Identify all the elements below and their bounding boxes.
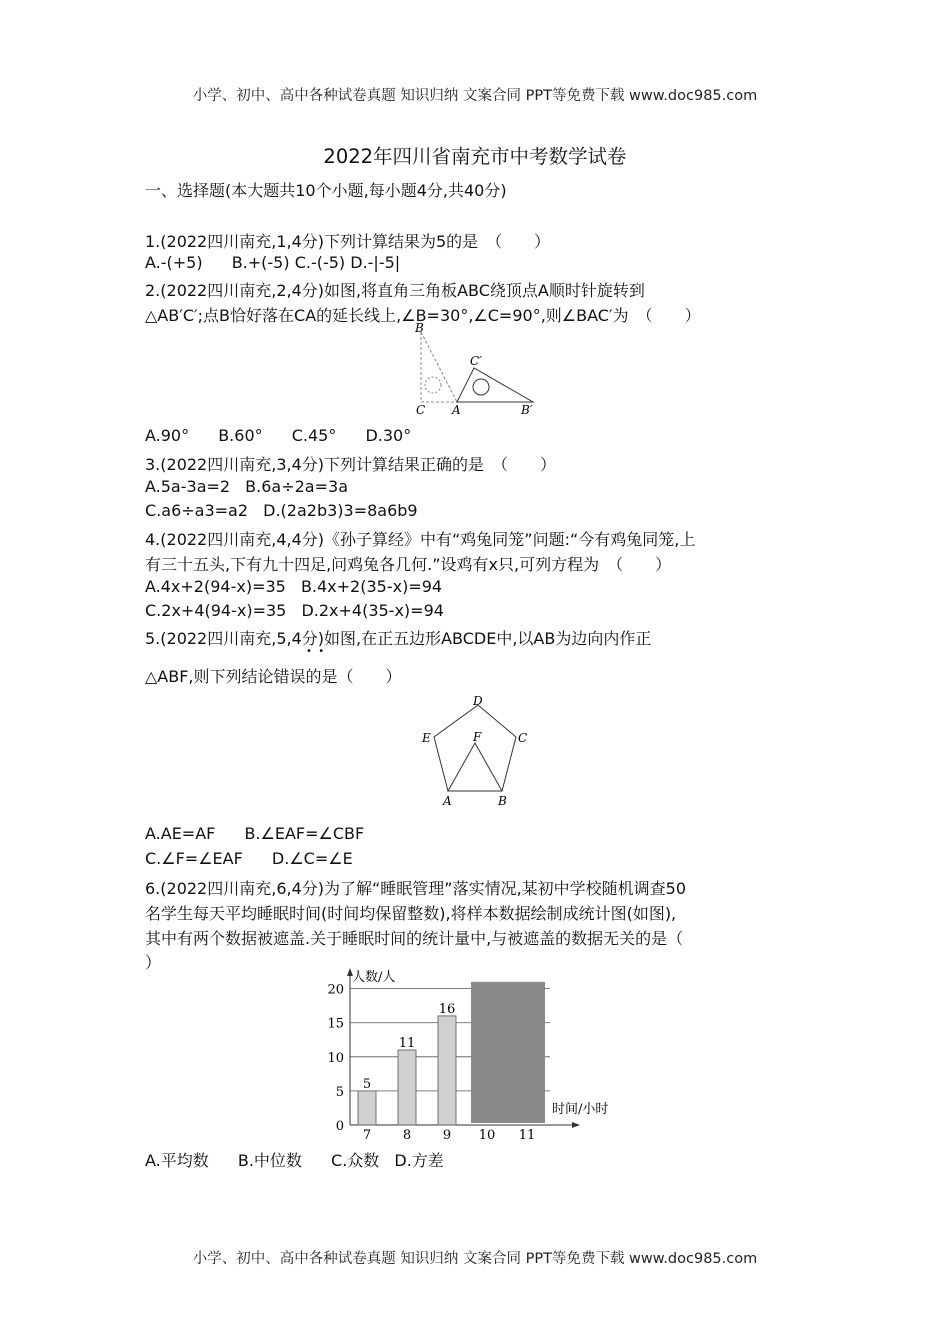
q5-pentagon-figure: [418, 693, 533, 810]
q6-options: [145, 1148, 444, 1171]
q3-options-line2: [145, 501, 418, 520]
q3-stem: 3.(2022四川南充,3,4分)下列计算结果正确的是 （ ）: [145, 455, 557, 474]
q2-label-c: C: [416, 403, 426, 417]
chart-bar: [438, 1016, 456, 1125]
q3-option-a: A.5a-3a=2: [145, 477, 231, 496]
section-heading: 一、选择题(本大题共10个小题,每小题4分,共40分): [145, 181, 507, 200]
chart-bar: [398, 1050, 416, 1125]
page-footer: 小学、初中、高中各种试卷真题 知识归纳 文案合同 PPT等免费下载 www.doc985.com: [192, 1251, 758, 1267]
q6-stem-line4: ）: [145, 953, 162, 972]
q3-option-b: B.6a÷2a=3a: [245, 477, 348, 496]
q2-label-b: B: [415, 322, 424, 335]
q6-option-a: A.平均数: [145, 1151, 209, 1170]
q5-option-d: D.∠C=∠E: [271, 849, 353, 868]
chart-x-tick-label: 10: [478, 1128, 496, 1143]
q2-stem-line1: 2.(2022四川南充,2,4分)如图,将直角三角板ABC绕顶点A顺时针旋转到: [145, 281, 645, 300]
q2-options: [145, 426, 411, 445]
q6-stem-line3: 其中有两个数据被遮盖.关于睡眠时间的统计量中,与被遮盖的数据无关的是（: [145, 929, 684, 948]
chart-y-tick-label: 10: [327, 1050, 344, 1066]
q4-option-a: A.4x+2(94-x)=35: [145, 577, 286, 596]
q5-options-line2: [145, 849, 353, 868]
q2-option-c: C.45°: [291, 426, 337, 445]
q2-option-a: A.90°: [145, 426, 190, 445]
q5-option-a: A.AE=AF: [145, 824, 216, 843]
q5-option-b: B.∠EAF=∠CBF: [244, 824, 365, 843]
q3-options-line1: [145, 477, 348, 496]
covered-data-block: [471, 982, 545, 1123]
chart-x-tick-label: 7: [362, 1128, 372, 1143]
q2-label-b-prime: B′: [521, 403, 533, 417]
q2-option-d: D.30°: [365, 426, 412, 445]
chart-x-axis-label: 时间/小时: [552, 1102, 609, 1117]
page-header: 小学、初中、高中各种试卷真题 知识归纳 文案合同 PPT等免费下载 www.doc985.com: [192, 88, 758, 104]
q5-label-d: D: [473, 694, 483, 708]
chart-y-tick-label: 5: [335, 1084, 344, 1100]
q4-option-b: B.4x+2(35-x)=94: [300, 577, 443, 596]
q4-option-d: D.2x+4(35-x)=94: [301, 601, 444, 620]
q6-option-c: C.众数: [331, 1151, 380, 1170]
q4-options-line2: [145, 601, 444, 620]
q4-options-line1: [145, 577, 442, 596]
chart-bar: [358, 1091, 376, 1125]
chart-y-tick-label: 20: [327, 982, 344, 998]
q6-stem-line1: 6.(2022四川南充,6,4分)为了解“睡眠管理”落实情况,某初中学校随机调查50: [145, 879, 687, 898]
emphasis-dots: • •: [306, 646, 325, 657]
chart-y-axis-label: 人数/人: [352, 970, 396, 985]
q2-stem-line2: △AB′C′;点B恰好落在CA的延长线上,∠B=30°,∠C=90°,则∠BAC′为 （ ）: [145, 306, 701, 325]
q5-options-line1: [145, 824, 364, 843]
q5-label-c: C: [518, 731, 528, 745]
q5-label-a: A: [443, 794, 452, 808]
chart-data-label: 11: [398, 1036, 416, 1051]
q4-stem-line1: 4.(2022四川南充,4,4分)《孙子算经》中有“鸡兔同笼”问题:“今有鸡兔同笼,上: [145, 530, 696, 549]
chart-x-tick-label: 11: [518, 1128, 536, 1143]
q1-options: [145, 253, 400, 272]
chart-y-tick-label: 0: [335, 1119, 344, 1134]
q4-option-c: C.2x+4(94-x)=35: [145, 601, 287, 620]
q5-stem-line2: △ABF,则下列结论错误的是（ ）: [145, 667, 402, 686]
chart-data-label: 16: [438, 1001, 456, 1017]
sleep-time-bar-chart: [320, 965, 640, 1145]
q2-label-a: A: [452, 403, 461, 417]
chart-data-label: 5: [362, 1076, 372, 1092]
q1-option-b: B.+(-5): [231, 253, 290, 272]
q5-option-c: C.∠F=∠EAF: [145, 849, 243, 868]
page-title: 2022年四川省南充市中考数学试卷: [323, 145, 627, 168]
q5-label-f: F: [473, 730, 482, 744]
q2-triangle-figure: [405, 322, 545, 417]
q1-option-d: D.-|-5|: [350, 253, 401, 272]
q6-option-d: D.方差: [394, 1151, 444, 1170]
q5-label-e: E: [422, 731, 431, 745]
chart-x-tick-label: 8: [402, 1128, 412, 1143]
q1-option-c: C.-(-5): [294, 253, 346, 272]
chart-x-tick-label: 9: [442, 1128, 452, 1143]
q2-option-b: B.60°: [218, 426, 263, 445]
q1-option-a: A.-(+5): [145, 253, 203, 272]
q1-stem: 1.(2022四川南充,1,4分)下列计算结果为5的是 （ ）: [145, 232, 551, 251]
q3-option-d: D.(2a2b3)3=8a6b9: [263, 501, 418, 520]
chart-y-tick-label: 15: [327, 1016, 344, 1032]
q6-stem-line2: 名学生每天平均睡眠时间(时间均保留整数),将样本数据绘制成统计图(如图),: [145, 904, 677, 923]
q5-stem-line1: 5.(2022四川南充,5,4分)如图,在正五边形ABCDE中,以AB为边向内作正: [145, 629, 652, 648]
q5-label-b: B: [498, 794, 507, 808]
q3-option-c: C.a6÷a3=a2: [145, 501, 249, 520]
q6-option-b: B.中位数: [237, 1151, 302, 1170]
q4-stem-line2: 有三十五头,下有九十四足,问鸡兔各几何.”设鸡有x只,可列方程为 （ ）: [145, 555, 672, 574]
q2-label-c-prime: C′: [470, 354, 482, 368]
